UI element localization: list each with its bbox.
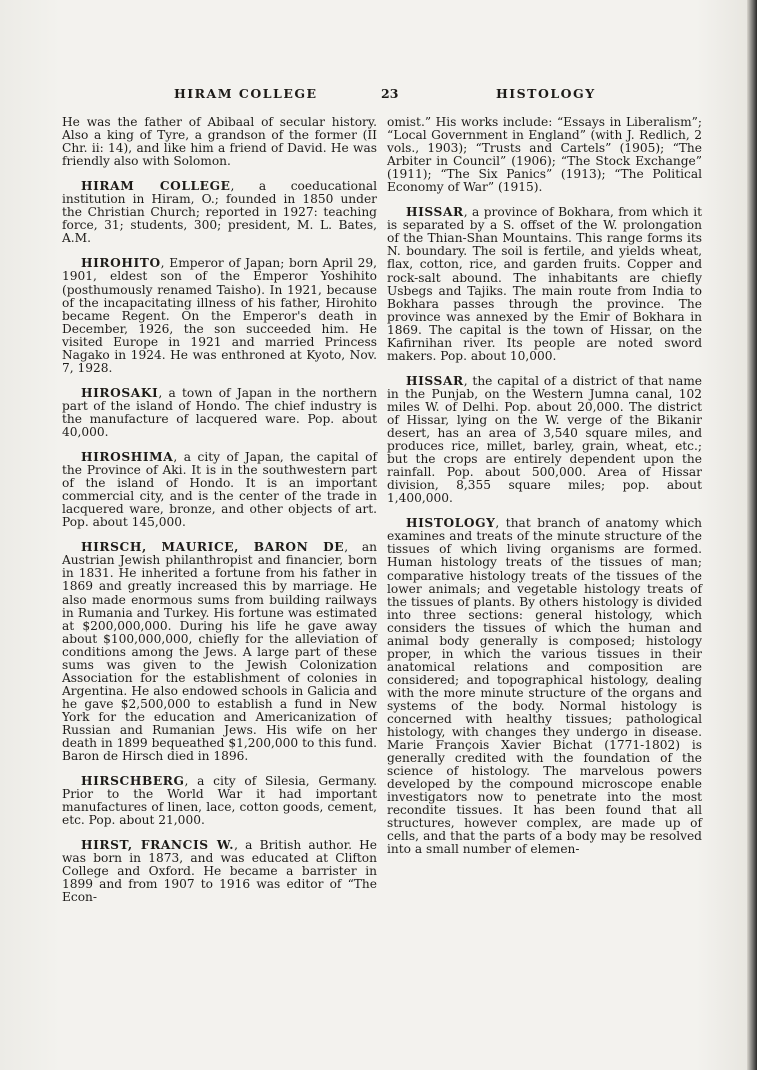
entry-text: , a city of Japan, the capital of the Province of Aki. It is in the southwestern part of the island of Hondo. It is an important commercial city, and is the center of the trade in lacquered ware, bronze, and other objects of art. Pop. about 145,000. xyxy=(62,450,377,530)
entry-hirosaki xyxy=(62,387,377,439)
right-column xyxy=(387,116,702,869)
entry-headword: HIROSAKI xyxy=(81,385,159,400)
entry-hirschberg xyxy=(62,775,377,827)
entry-text: He was the father of Abibaal of secular history. Also a king of Tyre, a grandson of the former (II Chr. ii: 14), and like him a friend of David. He was friendly also with Solomon. xyxy=(62,115,377,169)
running-header xyxy=(0,86,757,104)
entry-headword: HISTOLOGY xyxy=(406,516,496,531)
entry-headword: HIRSCHBERG xyxy=(81,774,185,789)
page-edge-shadow xyxy=(747,0,757,1070)
entry-hissar-capital xyxy=(387,375,702,505)
page-number: 23 xyxy=(381,86,399,101)
entry-text: , a city of Silesia, Germany. Prior to the World War it had important manufactures of linen, lace, cotton goods, cement, etc. Pop. about 21,000. xyxy=(62,774,377,828)
header-right-guide-word: HISTOLOGY xyxy=(496,86,596,101)
entry-text: , the capital of a district of that name in the Punjab, on the Western Jumna canal, 102 miles W. of Delhi. Pop. about 20,000. The district of Hissar, lying on the W. verge of the Bikanir desert, has an area of 3,540 square miles, and produces rice, millet, barley, grain, wheat, etc.; but the crops are entirely dependent upon the rainfall. Pop. about 500,000. Area of Hissar division, 8,355 square miles; pop. about 1,400,000. xyxy=(387,373,702,506)
entry-hiroshima xyxy=(62,451,377,529)
entry-continuation xyxy=(62,116,377,168)
entry-text: omist.” His works include: “Essays in Liberalism”; “Local Government in England” (with J. Redlich, 2 vols., 1903); “Trusts and Cartels” (1905); “The Arbiter in Council” (1906); “The Stock Exchange” (1911); “The Six Panics” (1913); “The Political Economy of War” (1915). xyxy=(387,115,702,195)
entry-text: , Emperor of Japan; born April 29, 1901, eldest son of the Emperor Yoshihito (posthumously renamed Taisho). In 1921, because of the incapacitating illness of his father, Hirohito became Regent. On the Emperor's death in December, 1926, the son succeeded him. He visited Europe in 1921 and married Princess Nagako in 1924. He was enthroned at Kyoto, Nov. 7, 1928. xyxy=(62,256,377,375)
entry-text: , an Austrian Jewish philanthropist and financier, born in 1831. He inherited a fortune from his father in 1869 and greatly increased this by marriage. He also made enormous sums from building railways in Rumania and Turkey. His fortune was estimated at $200,000,000. During his life he gave away about $100,000,000, chiefly for the alleviation of conditions among the Jews. A large part of these sums was given to the Jewish Colonization Association for the establishment of colonies in Argentina. He also endowed schools in Galicia and he gave $2,500,000 to establish a fund in New York for the education and Americanization of Russian and Rumanian Jews. His wife on her death in 1899 bequeathed $1,200,000 to this fund. Baron de Hirsch died in 1896. xyxy=(62,540,377,764)
entry-headword: HIROSHIMA xyxy=(81,450,174,465)
entry-hirohito xyxy=(62,257,377,374)
entry-headword: HISSAR xyxy=(406,373,464,388)
entry-continuation xyxy=(387,116,702,194)
entry-hirst xyxy=(62,839,377,904)
header-left-guide-word: HIRAM COLLEGE xyxy=(174,86,318,101)
entry-headword: HIRAM COLLEGE xyxy=(81,179,231,194)
entry-headword: HIROHITO xyxy=(81,256,161,271)
entry-headword: HISSAR xyxy=(406,205,464,220)
entry-text: , a coeducational institution in Hiram, O.; founded in 1850 under the Christian Church; reported in 1927: teaching force, 31; students, 300; president, M. L. Bates, A.M. xyxy=(62,179,377,246)
left-column xyxy=(62,116,377,917)
entry-hirsch xyxy=(62,541,377,763)
entry-hissar-province xyxy=(387,206,702,363)
entry-hiram-college xyxy=(62,180,377,245)
entry-text: , a province of Bokhara, from which it is separated by a S. offset of the W. prolongation of the Thian-Shan Mountains. This range forms its N. boundary. The soil is fertile, and yields wheat, flax, cotton, rice, and garden fruits. Copper and rock-salt abound. The inhabitants are chiefly Usbegs and Tajiks. The main route from India to Bokhara passes through the province. The province was annexed by the Emir of Bokhara in 1869. The capital is the town of Hissar, on the Kafirnihan river. Its people are noted sword makers. Pop. about 10,000. xyxy=(387,205,702,363)
entry-text: , a British author. He was born in 1873, and was educated at Clifton College and Oxford. He became a barrister in 1899 and from 1907 to 1916 was editor of “The Econ- xyxy=(62,838,377,905)
entry-text: , a town of Japan in the northern part of the island of Hondo. The chief industry is the manufacture of lacquered ware. Pop. about 40,000. xyxy=(62,385,377,439)
entry-headword: HIRST, FRANCIS W. xyxy=(81,838,235,853)
entry-histology xyxy=(387,517,702,856)
entry-headword: HIRSCH, MAURICE, BARON DE xyxy=(81,540,345,555)
entry-text: , that branch of anatomy which examines and treats of the minute structure of the tissues of which living organisms are formed. Human histology treats of the tissues of man; comparative histology treats of the tissues of the lower animals; and vegetable histology treats of the tissues of plants. By others histology is divided into three sections: general histology, which considers the tissues of which the human and animal body generally is composed; histology proper, in which the various tissues in their anatomical relations and composition are considered; and topographical histology, dealing with the more minute structure of the organs and systems of the body. Normal histology is concerned with healthy tissues; pathological histology, with changes they undergo in disease. Marie François Xavier Bichat (1771-1802) is generally credited with the foundation of the science of histology. The marvelous powers developed by the compound microscope enable investigators now to penetrate into the most recondite tissues. It has been found that all structures, however complex, are made up of cells, and that the parts of a body may be resolved into a small number of elemen- xyxy=(387,516,702,857)
